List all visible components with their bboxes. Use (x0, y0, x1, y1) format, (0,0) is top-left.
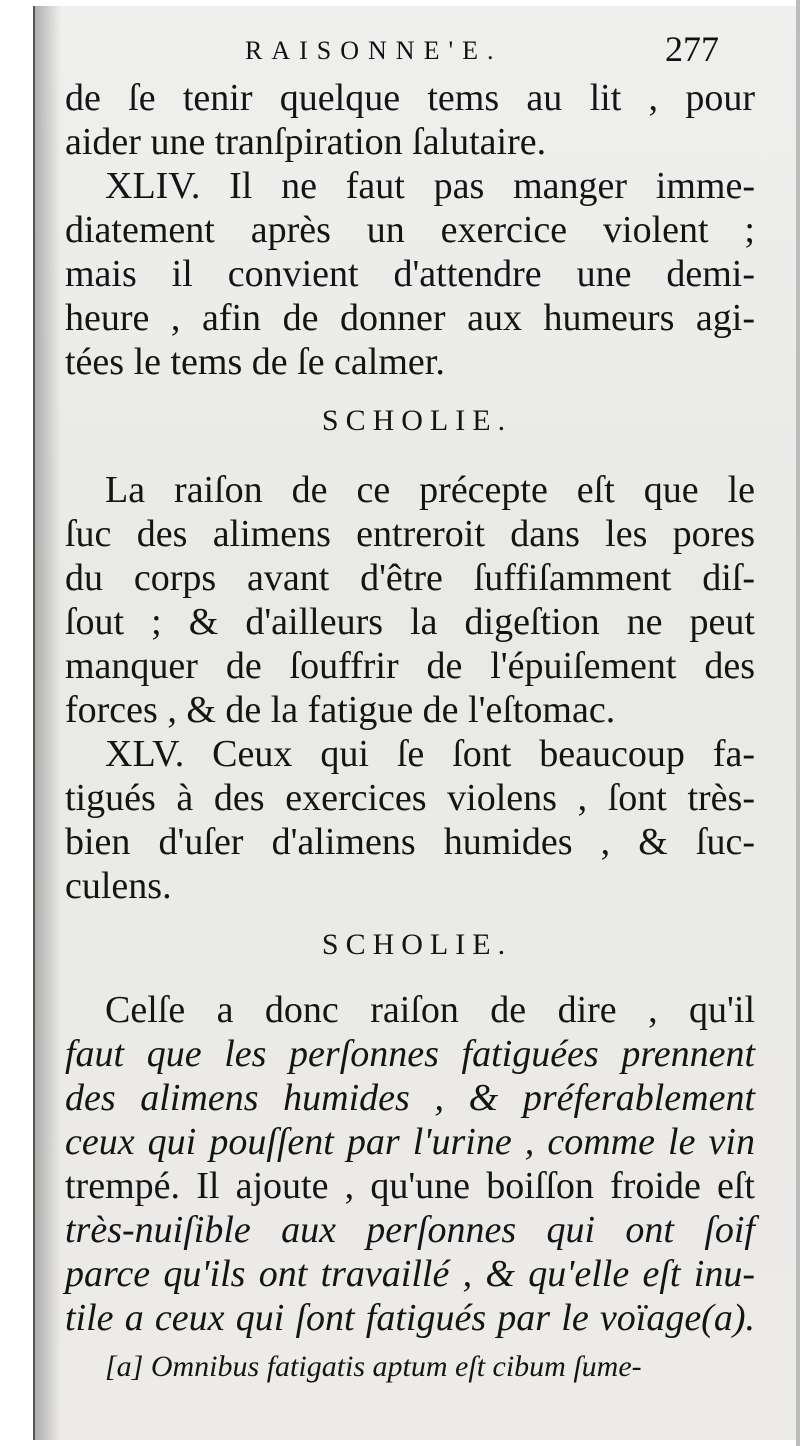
footnote: [a] Omnibus fatigatis aptum eſt cibum ſume- (105, 1350, 642, 1383)
section-heading: SCHOLIE. (321, 404, 513, 437)
article-xliv-line: XLIV. Il ne faut pas manger imme- (105, 165, 755, 207)
text-line: parce qu'ils ont travaillé , & qu'elle eſt inu- (65, 1253, 755, 1295)
text-line: ſout ; & d'ailleurs la digeſtion ne peut (65, 601, 755, 643)
text-line: mais il convient d'attendre une demi- (65, 253, 755, 295)
text-line: très-nuiſible aux perſonnes qui ont ſoif (65, 1209, 755, 1251)
text-line: tigués à des exercices violens , ſont très- (65, 777, 755, 819)
text-line: des alimens humides , & préferablement (65, 1077, 755, 1119)
text-line: diatement après un exercice violent ; (65, 209, 755, 251)
text-line: tile a ceux qui ſont fatigués par le voïage(a). (65, 1297, 755, 1339)
text-line: manquer de ſouffrir de l'épuiſement des (65, 645, 755, 687)
page-number: 277 (665, 29, 719, 69)
text-line: trempé. Il ajoute , qu'une boiſſon froide eſt (65, 1165, 755, 1207)
text-line: faut que les perſonnes fatiguées prennent (65, 1033, 755, 1075)
text-line: ceux qui pouſſent par l'urine , comme le vin (65, 1121, 755, 1163)
text-line: ſuc des alimens entreroit dans les pores (65, 513, 755, 555)
text-line: forces , & de la fatigue de l'eſtomac. (65, 689, 616, 731)
text-line: culens. (65, 865, 172, 907)
text-line: bien d'uſer d'alimens humides , & ſuc- (65, 821, 755, 863)
text-line: Celſe a donc raiſon de dire , qu'il (105, 989, 755, 1031)
section-heading: SCHOLIE. (321, 928, 513, 961)
book-page (33, 6, 799, 1440)
text-line: de ſe tenir quelque tems au lit , pour (65, 77, 755, 119)
article-xlv-line: XLV. Ceux qui ſe ſont beaucoup fa- (105, 733, 755, 775)
text-line: aider une tranſpiration ſalutaire. (65, 121, 547, 163)
running-title: RAISONNE'E. (245, 36, 503, 65)
text-line: heure , afin de donner aux humeurs agi- (65, 297, 755, 339)
text-line: La raiſon de ce précepte eſt que le (105, 469, 755, 511)
text-line: tées le tems de ſe calmer. (65, 341, 445, 383)
page-header (95, 29, 769, 76)
page-edge (796, 0, 800, 1446)
text-line: du corps avant d'être ſuffiſamment diſ- (65, 557, 755, 599)
